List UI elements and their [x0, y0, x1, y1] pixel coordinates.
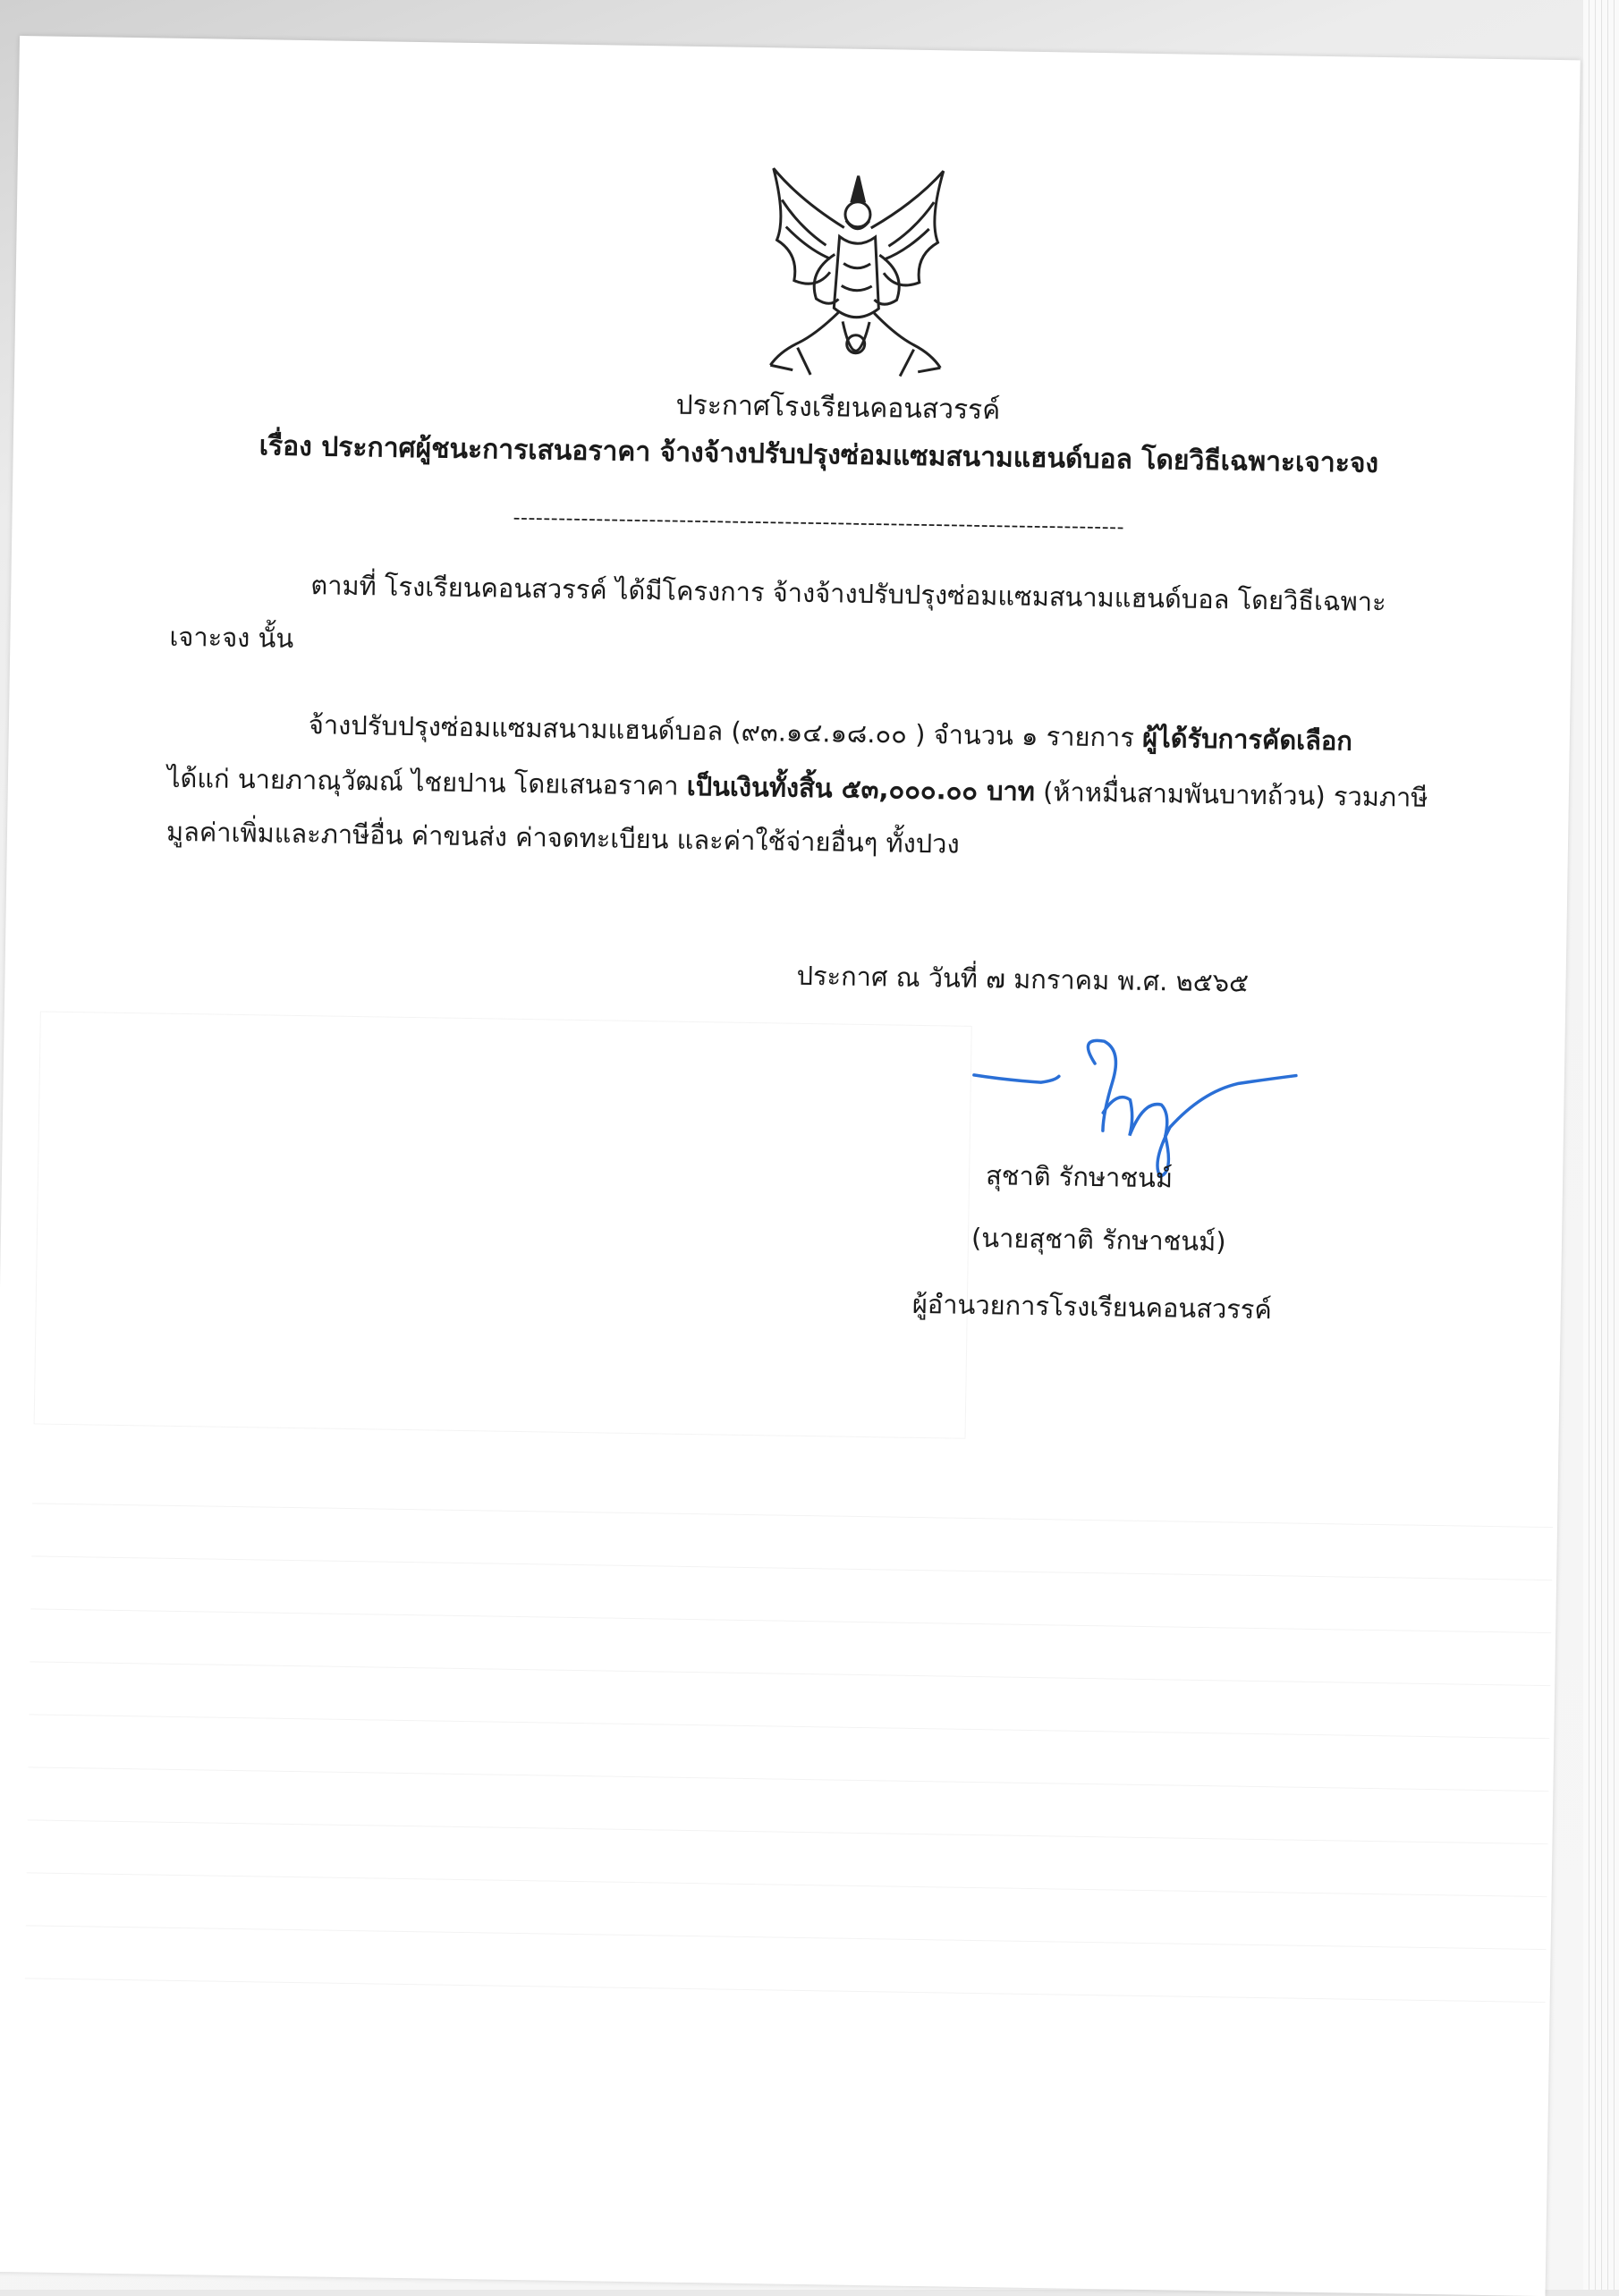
signer-full-name: (นายสุชาติ รักษาชนม์): [971, 1222, 1226, 1258]
paragraph2-line3: มูลค่าเพิ่มและภาษีอื่น ค่าขนส่ง ค่าจดทะเบียน และค่าใช้จ่ายอื่นๆ ทั้งปวง: [165, 816, 960, 860]
paragraph1-line1: ตามที่ โรงเรียนคอนสวรรค์ ได้มีโครงการ จ้างจ้างปรับปรุงซ่อมแซมสนามแฮนด์บอล โดยวิธีเฉพาะ: [310, 570, 1386, 618]
handwritten-signature: [968, 1026, 1328, 1183]
paragraph2-line2-text: ได้แก่ นายภาณุวัฒณ์ ไชยปาน โดยเสนอราคา: [166, 762, 688, 801]
signer-name: สุชาติ รักษาชนม์: [985, 1160, 1174, 1194]
paragraph1-line2: เจาะจง นั้น: [169, 621, 294, 654]
signer-position: ผู้อำนวยการโรงเรียนคอนสวรรค์: [911, 1288, 1273, 1326]
paragraph2-line1-text: จ้างปรับปรุงซ่อมแซมสนามแฮนด์บอล (๙๓.๑๔.๑๘.๐๐ ) จำนวน ๑ รายการ: [308, 709, 1143, 753]
bleed-through-table: [34, 1011, 972, 1438]
total-amount: เป็นเงินทั้งสิ้น ๕๓,๐๐๐.๐๐ บาท: [686, 770, 1036, 807]
selected-winner-label: ผู้ได้รับการคัดเลือก: [1141, 722, 1353, 757]
garuda-emblem-icon: [743, 164, 971, 391]
document-page: [0, 36, 1581, 2296]
paragraph2-line2: [167, 763, 1428, 814]
announcement-subject: เรื่อง ประกาศผู้ชนะการเสนอราคา จ้างจ้างปรับปรุงซ่อมแซมสนามแฮนด์บอล โดยวิธีเฉพาะเจาะจง: [259, 430, 1379, 479]
announcement-title: ประกาศโรงเรียนคอนสวรรค์: [675, 389, 1001, 427]
page-stack-edge: [1583, 0, 1619, 2290]
announcement-date: ประกาศ ณ วันที่ ๗ มกราคม พ.ศ. ๒๕๖๕: [796, 960, 1250, 998]
divider-line: ---------------------------------------------------------------------------------: [513, 506, 1125, 539]
bleed-through-lines: [23, 1503, 1553, 2108]
paragraph2-line2-tail: (ห้าหมื่นสามพันบาทถ้วน) รวมภาษี: [1034, 775, 1428, 813]
paragraph2-line1: [309, 709, 1352, 757]
